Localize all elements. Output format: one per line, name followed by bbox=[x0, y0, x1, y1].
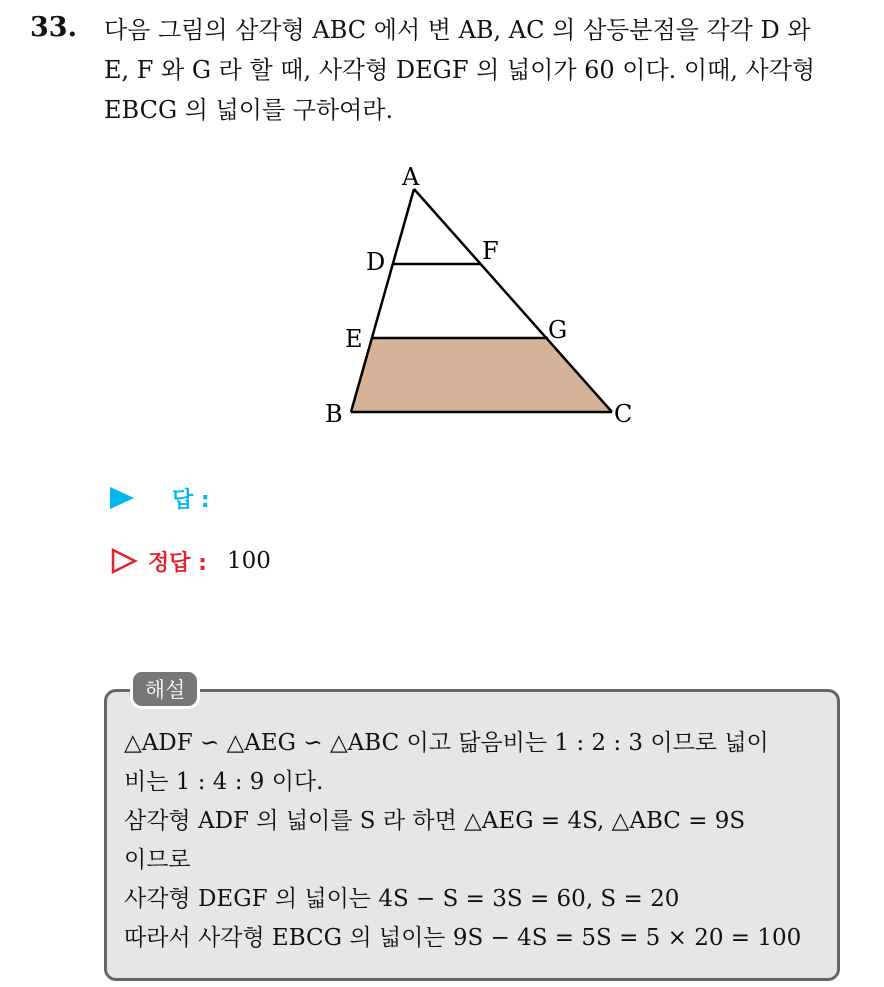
explanation-line: △ADF ∽ △AEG ∽ △ABC 이고 닮음비는 1 : 2 : 3 이므로 넓이 bbox=[124, 730, 769, 756]
explanation-line: 사각형 DEGF 의 넓이는 4S − S = 3S = 60, S = 20 bbox=[124, 886, 680, 912]
quadrilateral-ebcg-shading bbox=[351, 338, 612, 412]
explanation-text bbox=[124, 724, 830, 958]
explanation-line: 비는 1 : 4 : 9 이다. bbox=[124, 769, 324, 795]
explanation-line: 따라서 사각형 EBCG 의 넓이는 9S − 4S = 5S = 5 × 20 = 100 bbox=[124, 925, 802, 951]
label-g: G bbox=[548, 316, 568, 344]
correct-answer-row bbox=[110, 541, 271, 581]
outline-play-icon bbox=[110, 547, 138, 575]
label-a: A bbox=[402, 163, 420, 191]
triangle-diagram bbox=[318, 158, 648, 438]
answer-row bbox=[110, 478, 210, 518]
problem-text bbox=[104, 10, 864, 130]
triangle-figure bbox=[318, 158, 648, 438]
label-f: F bbox=[482, 237, 499, 265]
problem-line: EBCG 의 넓이를 구하여라. bbox=[104, 96, 394, 124]
label-b: B bbox=[325, 400, 343, 428]
problem-number: 33. bbox=[30, 12, 77, 43]
label-c: C bbox=[614, 400, 633, 428]
problem-line: 다음 그림의 삼각형 ABC 에서 변 AB, AC 의 삼등분점을 각각 D 와 bbox=[104, 16, 811, 44]
correct-answer-label: 정답 : bbox=[148, 550, 207, 576]
answer-label: 답 : bbox=[172, 487, 210, 513]
play-icon bbox=[110, 487, 134, 509]
label-e: E bbox=[345, 325, 363, 353]
explanation-line: 삼각형 ADF 의 넓이를 S 라 하면 △AEG = 4S, △ABC = 9S bbox=[124, 808, 746, 834]
label-d: D bbox=[366, 248, 386, 276]
correct-answer-value: 100 bbox=[226, 548, 271, 574]
explanation-tag: 해설 bbox=[130, 669, 200, 709]
problem-line: E, F 와 G 라 할 때, 사각형 DEGF 의 넓이가 60 이다. 이때, 사각형 bbox=[104, 56, 816, 84]
explanation-line: 이므로 bbox=[124, 847, 191, 873]
